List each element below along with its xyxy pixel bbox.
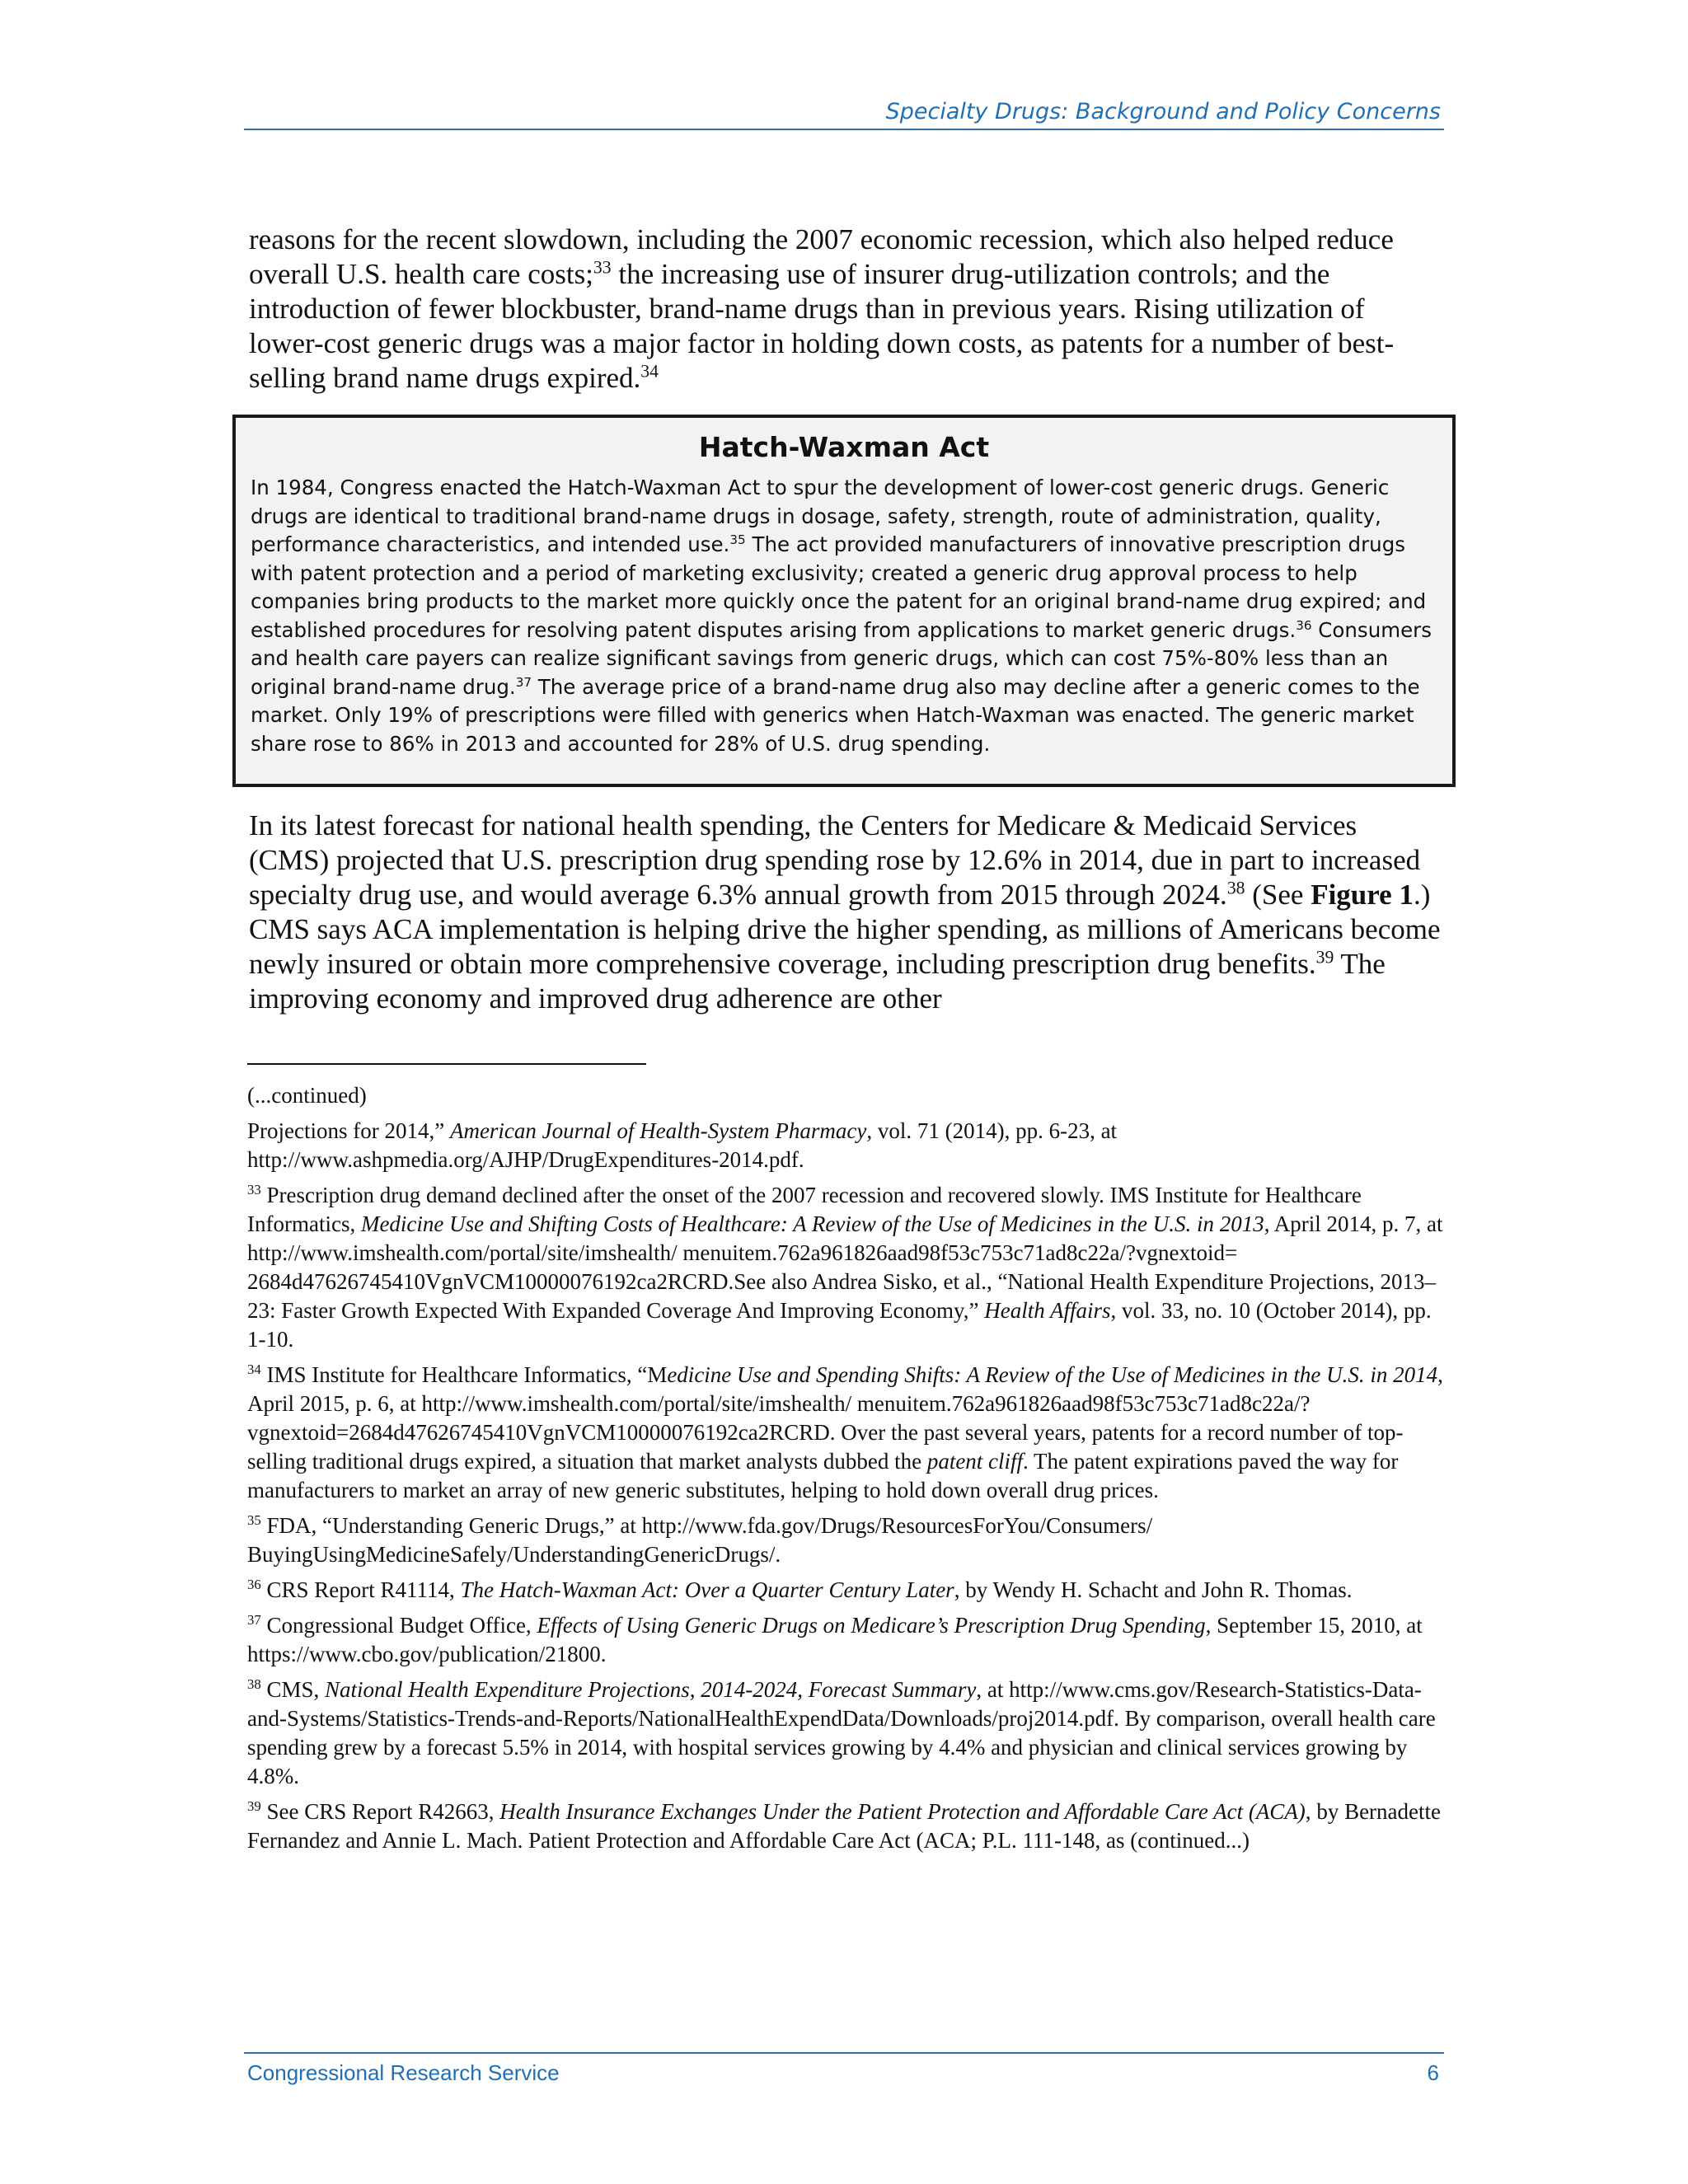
text-run: , by Bernadette Fernandez and Annie L. Mach. Patient Protection and Affordable Care Act (ACA; P.L. 111-148, as (continued...) bbox=[247, 1799, 1442, 1853]
text-run: See CRS Report R42663, bbox=[260, 1799, 500, 1824]
sidebar-box-hatch-waxman bbox=[232, 415, 1456, 787]
text-run: FDA, “Understanding Generic Drugs,” at http://www.fda.gov/Drugs/ResourcesForYou/Consumers/ BuyingUsingMedicineSafely/UnderstandingGenericDrugs/. bbox=[247, 1513, 1153, 1567]
footnote-continued-marker: (...continued) bbox=[247, 1083, 367, 1108]
body-paragraph-2 bbox=[249, 808, 1444, 1016]
box-text bbox=[251, 474, 1437, 758]
text-run: Projections for 2014,” bbox=[247, 1118, 450, 1143]
footnote-continued-text bbox=[247, 1117, 1447, 1174]
footnote-number: 35 bbox=[247, 1512, 261, 1528]
footnote-ref-38[interactable]: 38 bbox=[1226, 878, 1245, 898]
footnote-33 bbox=[247, 1181, 1447, 1354]
text-run: , September 15, 2010, at https://www.cbo.gov/publication/21800. bbox=[247, 1613, 1423, 1666]
text-run: CRS Report R41114, bbox=[260, 1577, 461, 1602]
text-run: , April 2014, p. 7, at http://www.imshealth.com/portal/site/imshealth/ menuitem.762a961826aad98f53c753c71ad8c22a/?vgnextoid= 2684d47626745410VgnVCM10000076192ca2RCRD.See also Andrea Sisko, et al., “National Health Expenditure Projections, 2013–23: Faster Growth Expected With Expanded Coverage And Improving Economy,” bbox=[247, 1212, 1443, 1323]
footnote-number: 38 bbox=[247, 1676, 261, 1692]
text-run: , vol. 71 (2014), pp. 6-23, at http://www.ashpmedia.org/AJHP/DrugExpenditures-2014.pdf. bbox=[247, 1118, 1118, 1172]
text-run: .) CMS says ACA implementation is helping drive the higher spending, as millions of Americans become newly insured or obtain more comprehensive coverage, including prescription drug benefits. bbox=[249, 879, 1441, 980]
header-title: Specialty Drugs: Background and Policy Concerns bbox=[885, 99, 1441, 124]
text-run: The average price of a brand-name drug also may decline after a generic comes to the market. Only 19% of prescriptions were filled with generics when Hatch-Waxman was enacted. The generic market share rose to 86% in 2013 and accounted for 28% of U.S. drug spending. bbox=[251, 674, 1420, 756]
report-title: The Hatch-Waxman Act: Over a Quarter Century Later bbox=[460, 1577, 954, 1602]
footnote-number: 39 bbox=[247, 1798, 261, 1814]
text-run: , at http://www.cms.gov/Research-Statistics-Data-and-Systems/Statistics-Trends-and-Reports/NationalHealthExpendData/Downloads/proj2014.pdf. By comparison, overall health care spending grew by a forecast 5.5% in 2014, with hospital services growing by 4.4% and physician and clinical services growing by 4.8%. bbox=[247, 1677, 1436, 1788]
report-title: National Health Expenditure Projections, 2014-2024, Forecast Summary bbox=[325, 1677, 977, 1702]
footnote-number: 33 bbox=[247, 1182, 261, 1197]
text-run: reasons for the recent slowdown, including the 2007 economic recession, which also helped reduce overall U.S. health care costs; bbox=[249, 223, 1394, 290]
body-paragraph-1 bbox=[249, 223, 1444, 396]
footnote-number: 36 bbox=[247, 1577, 261, 1592]
footnote-ref-37[interactable]: 37 bbox=[515, 674, 532, 690]
footnote-ref-36[interactable]: 36 bbox=[1296, 617, 1312, 633]
text-run: In its latest forecast for national health spending, the Centers for Medicare & Medicaid Services (CMS) projected that U.S. prescription drug spending rose by 12.6% in 2014, due in part to increased specialty drug use, and would average 6.3% annual growth from 2015 through 2024. bbox=[249, 809, 1421, 911]
text-run: . The patent expirations paved the way for manufacturers to market an array of new generic substitutes, helping to hold down overall drug prices. bbox=[247, 1449, 1399, 1502]
page-footer bbox=[244, 2052, 1444, 2085]
journal-title: Health Affairs bbox=[984, 1298, 1111, 1323]
footnote-number: 34 bbox=[247, 1361, 261, 1377]
box-title: Hatch-Waxman Act bbox=[698, 431, 990, 463]
text-run: CMS, bbox=[260, 1677, 326, 1702]
figure-reference[interactable]: Figure 1 bbox=[1311, 879, 1414, 911]
report-title: Medicine Use and Shifting Costs of Healthcare: A Review of the Use of Medicines in the U.S. in 2013 bbox=[360, 1212, 1264, 1236]
journal-title: American Journal of Health-System Pharmacy bbox=[449, 1118, 867, 1143]
report-title: Effects of Using Generic Drugs on Medicare’s Prescription Drug Spending bbox=[537, 1613, 1206, 1638]
text-run: , April 2015, p. 6, at http://www.imshealth.com/portal/site/imshealth/ menuitem.762a961826aad98f53c753c71ad8c22a/?vgnextoid=2684d47626745410VgnVCM10000076192ca2RCRD. Over the past several years, patents for a record number of top-selling traditional drugs expired, a situation that market analysts dubbed the bbox=[247, 1362, 1443, 1474]
text-run: Prescription drug demand declined after the onset of the 2007 recession and recovered slowly. IMS Institute for Healthcare Informatics, bbox=[247, 1183, 1362, 1236]
text-run: The improving economy and improved drug adherence are other bbox=[249, 948, 1386, 1015]
report-title: Health Insurance Exchanges Under the Patient Protection and Affordable Care Act (ACA) bbox=[499, 1799, 1306, 1824]
text-run: Consumers and health care payers can realize significant savings from generic drugs, which can cost 75%-80% less than an original brand-name drug. bbox=[251, 617, 1432, 699]
footnote-ref-39[interactable]: 39 bbox=[1315, 947, 1334, 968]
footer-organization: Congressional Research Service bbox=[247, 2060, 560, 2085]
footnote-ref-34[interactable]: 34 bbox=[640, 361, 659, 382]
running-header bbox=[244, 97, 1444, 130]
term: patent cliff bbox=[926, 1449, 1024, 1474]
footnote-ref-35[interactable]: 35 bbox=[729, 532, 746, 547]
text-run: In 1984, Congress enacted the Hatch-Waxman Act to spur the development of lower-cost generic drugs. Generic drugs are identical to traditional brand-name drugs in dosage, safety, strength, route of administration, quality, performance characteristics, and intended use. bbox=[251, 476, 1390, 556]
text-run: the increasing use of insurer drug-utilization controls; and the introduction of fewer blockbuster, brand-name drugs than in previous years. Rising utilization of lower-cost generic drugs was a major factor in holding down costs, as patents for a number of best-selling brand name drugs expired. bbox=[249, 258, 1395, 394]
text-run: Congressional Budget Office, bbox=[260, 1613, 537, 1638]
footnotes-section bbox=[247, 1081, 1447, 1862]
footnote-35 bbox=[247, 1511, 1447, 1569]
footnote-ref-33[interactable]: 33 bbox=[593, 257, 612, 278]
footnote-38 bbox=[247, 1675, 1447, 1791]
footnote-36 bbox=[247, 1576, 1447, 1605]
footnote-34 bbox=[247, 1361, 1447, 1505]
page-number: 6 bbox=[1427, 2060, 1439, 2085]
text-run: The act provided manufacturers of innovative prescription drugs with patent protection and a period of marketing exclusivity; created a generic drug approval process to help companies bring products to the market more quickly once the patent for an original brand-name drug expired; and established procedures for resolving patent disputes arising from applications to market generic drugs. bbox=[251, 532, 1427, 642]
report-title: edicine Use and Spending Shifts: A Review of the Use of Medicines in the U.S. in 2014 bbox=[667, 1362, 1438, 1387]
footnote-number: 37 bbox=[247, 1612, 261, 1628]
footnote-39 bbox=[247, 1797, 1447, 1855]
footnote-separator bbox=[247, 1063, 646, 1065]
text-run: , by Wendy H. Schacht and John R. Thomas. bbox=[954, 1577, 1353, 1602]
text-run: , vol. 33, no. 10 (October 2014), pp. 1-10. bbox=[247, 1298, 1432, 1352]
footnote-37 bbox=[247, 1611, 1447, 1669]
text-run: IMS Institute for Healthcare Informatics, “M bbox=[260, 1362, 668, 1387]
text-run: (See bbox=[1245, 879, 1311, 911]
